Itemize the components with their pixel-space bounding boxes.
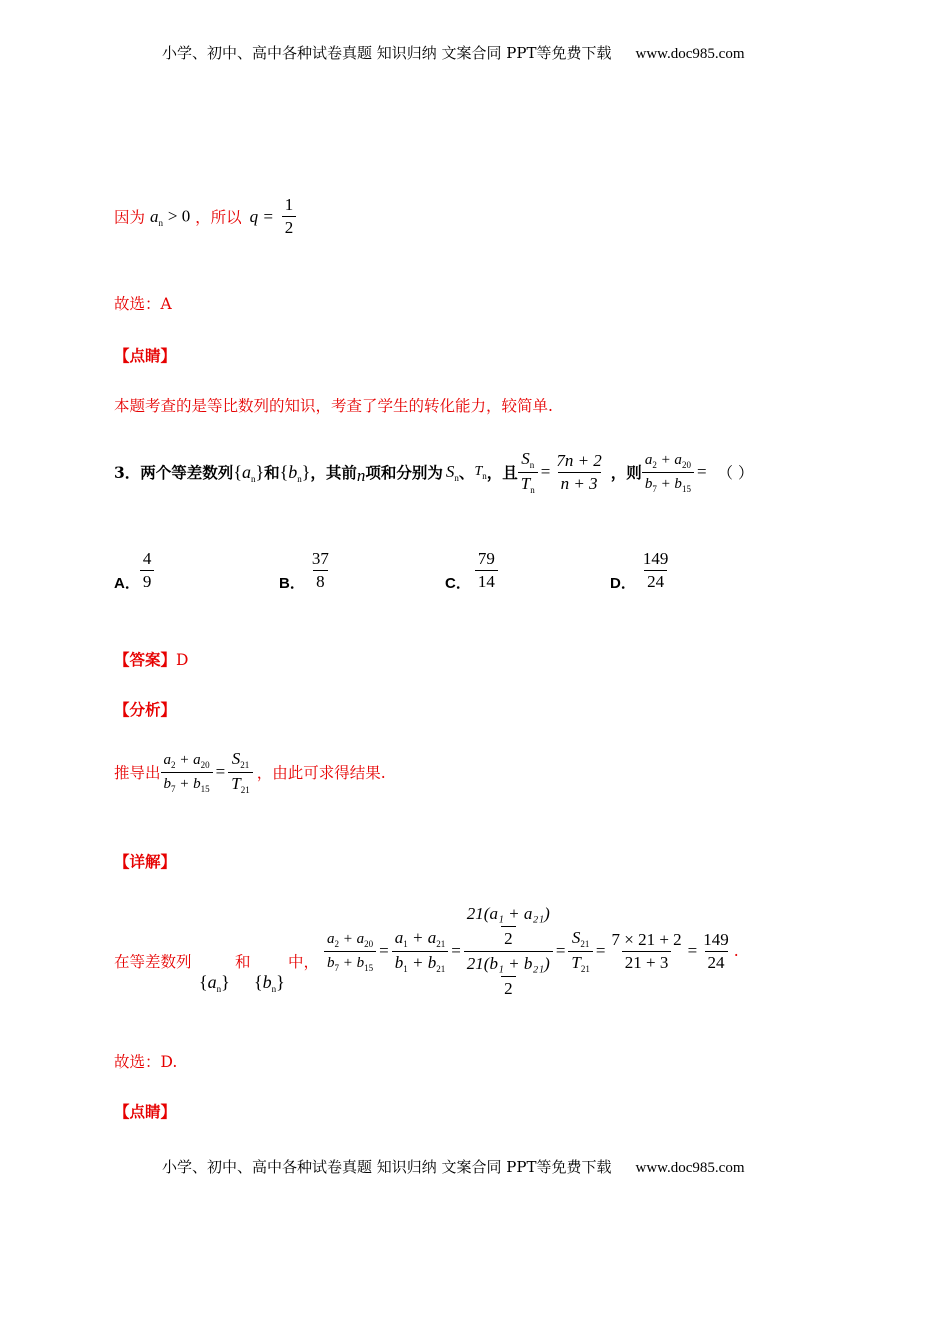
option-a-num: 4 bbox=[142, 549, 152, 568]
seq-b-braces: $\{b_n\}$ bbox=[279, 461, 311, 484]
analysis-suffix: ，由此可求得结果. bbox=[256, 764, 386, 782]
option-d-num: 149 bbox=[642, 549, 669, 568]
analysis-fraction-1: $\frac{a_2 + a_{20}}{b_7 + b_{15}}$ bbox=[161, 749, 213, 796]
because-text: 因为 bbox=[114, 208, 146, 227]
detail-frac-3-top-den: 2 bbox=[501, 926, 516, 951]
option-d-den: 24 bbox=[644, 570, 667, 593]
detail-frac-2: $\frac{a_1 + a_{21}}{b_1 + b_{21}}$ bbox=[392, 927, 448, 976]
q-num: 1 bbox=[284, 195, 294, 214]
q3-text3: 项和分别为 bbox=[365, 463, 443, 482]
comment-text-1: 本题考查的是等比数列的知识，考查了学生的转化能力，较简单. bbox=[114, 397, 553, 415]
comment-label-2: 【点睛】 bbox=[114, 1102, 177, 1121]
detail-mid: 中， bbox=[288, 953, 320, 971]
option-b-fraction bbox=[309, 548, 332, 593]
detail-end: . bbox=[733, 942, 739, 960]
detail-frac-1: $\frac{a_2 + a_{20}}{b_7 + b_{15}}$ bbox=[324, 928, 376, 975]
option-a-fraction bbox=[140, 548, 155, 593]
detail-label: 【详解】 bbox=[114, 852, 177, 871]
header-site[interactable]: www.doc985.com bbox=[635, 46, 745, 62]
ratio-den: n + 3 bbox=[558, 472, 601, 495]
so-text: ，所以 bbox=[195, 208, 242, 227]
header-text: 小学、初中、高中各种试卷真题 知识归纳 文案合同 PPT等免费下载 bbox=[162, 44, 612, 62]
detail-frac-3-bot-num: 21(b₁ + b₂₁) bbox=[466, 953, 550, 973]
option-c-num: 79 bbox=[477, 549, 495, 568]
detail-equation: $\frac{a_2 + a_{20}}{b_7 + b_{15}}$ = $\frac{a_1 + a_{21}}{b_1 + b_{21}}$ = $\frac{\frac{\text{21(a₁ + a₂₁)}}{2}}{\frac{\text{21(b₁ + b₂₁)}}{2}}$ = $\frac{S_{21}}{T_{21}}$ = $\frac{7 \times 21 + 2}{21 + 3}$ = $\frac{149}{24}$ . bbox=[324, 896, 739, 1006]
detail-seq-b: $\{b_n\}$ bbox=[254, 972, 285, 994]
answer-line bbox=[114, 648, 188, 670]
detail-result bbox=[700, 929, 732, 974]
question-3: 3． 两个等差数列 $\{a_n\}$ 和 $\{b_n\}$ ，其前 n 项和分别为 $S_n$ 、 $T_n$ ，且 $\frac{S_n}{T_n}$ = $\frac{7n + 2}{n + 3}$ ，则 $\frac{a_2 + a_{20}}{b_7 + b_{15}}$ = （ ） bbox=[114, 448, 754, 495]
detail-frac-5 bbox=[608, 929, 684, 974]
option-c-den: 14 bbox=[475, 570, 498, 593]
q3-sep: 、 bbox=[458, 463, 475, 482]
page-header bbox=[162, 42, 745, 63]
seq-a-braces: $\{a_n\}$ bbox=[233, 461, 265, 484]
detail-frac-4: $\frac{S_{21}}{T_{21}}$ bbox=[568, 927, 592, 976]
analysis-line: 推导出 $\frac{a_2 + a_{20}}{b_7 + b_{15}}$ = $\frac{S_{21}}{T_{21}}$ ，由此可求得结果. bbox=[114, 748, 386, 795]
option-c-fraction bbox=[475, 548, 498, 593]
option-b-label: B． bbox=[279, 575, 305, 592]
q3-text4: ，且 bbox=[486, 463, 518, 482]
detail-prefix: 在等差数列 bbox=[114, 953, 192, 971]
detail-frac-5-den: 21 + 3 bbox=[622, 951, 672, 974]
sn-symbol: $S_n$ bbox=[445, 462, 459, 483]
option-a[interactable] bbox=[114, 543, 154, 593]
option-d-fraction bbox=[640, 548, 672, 593]
ratio-fraction bbox=[553, 450, 604, 495]
option-d[interactable] bbox=[610, 543, 671, 593]
q3-text2: ，其前 bbox=[310, 463, 357, 482]
q-den: 2 bbox=[282, 216, 297, 239]
comment-label-1: 【点睛】 bbox=[114, 346, 177, 365]
an-symbol: $a_n$ bbox=[149, 206, 163, 228]
q3-text5: ，则 bbox=[610, 463, 642, 482]
detail-frac-3-top-num: 21(a₁ + a₂₁) bbox=[466, 903, 550, 923]
n-symbol: n bbox=[356, 466, 366, 485]
detail-frac-3-bot-den: 2 bbox=[501, 976, 516, 1001]
answer-label: 【答案】 bbox=[114, 650, 177, 669]
option-a-label: A． bbox=[114, 575, 140, 592]
q3-text1: 两个等差数列 bbox=[140, 463, 234, 482]
detail-and: 和 bbox=[235, 953, 251, 971]
q-fraction bbox=[282, 194, 297, 239]
detail-frac-3 bbox=[464, 902, 553, 1001]
analysis-label: 【分析】 bbox=[114, 700, 177, 719]
tn-symbol: $T_n$ bbox=[474, 464, 487, 481]
footer-site[interactable]: www.doc985.com bbox=[635, 1160, 745, 1176]
analysis-prefix: 推导出 bbox=[114, 764, 161, 782]
target-fraction: $\frac{a_2 + a_{20}}{b_7 + b_{15}}$ bbox=[642, 449, 694, 496]
sn-over-tn: $\frac{S_n}{T_n}$ bbox=[518, 448, 538, 497]
detail-result-num: 149 bbox=[703, 929, 729, 949]
q-equals: q = bbox=[249, 206, 274, 226]
option-d-label: D． bbox=[610, 575, 636, 592]
answer-value: D bbox=[176, 651, 189, 669]
q3-and: 和 bbox=[264, 463, 280, 482]
because-line bbox=[114, 194, 296, 239]
q3-paren: （ ） bbox=[717, 464, 754, 482]
analysis-fraction-2: $\frac{S_{21}}{T_{21}}$ bbox=[228, 748, 252, 797]
option-c-label: C． bbox=[445, 575, 471, 592]
choose-d: 故选：D. bbox=[114, 1053, 178, 1071]
option-a-den: 9 bbox=[140, 570, 155, 593]
option-b[interactable] bbox=[279, 543, 332, 593]
ratio-num: 7n + 2 bbox=[556, 450, 602, 470]
footer-text: 小学、初中、高中各种试卷真题 知识归纳 文案合同 PPT等免费下载 bbox=[162, 1158, 612, 1176]
q3-number: 3． bbox=[114, 463, 141, 482]
option-b-num: 37 bbox=[311, 549, 329, 568]
detail-seq-a: $\{a_n\}$ bbox=[199, 972, 230, 994]
detail-frac-5-num: 7 × 21 + 2 bbox=[611, 929, 682, 949]
an-gt-zero: > 0 bbox=[167, 206, 191, 226]
choose-a: 故选：A bbox=[114, 295, 172, 313]
detail-result-den: 24 bbox=[705, 951, 728, 974]
page-footer bbox=[162, 1156, 745, 1177]
option-b-den: 8 bbox=[313, 570, 328, 593]
option-c[interactable] bbox=[445, 543, 498, 593]
